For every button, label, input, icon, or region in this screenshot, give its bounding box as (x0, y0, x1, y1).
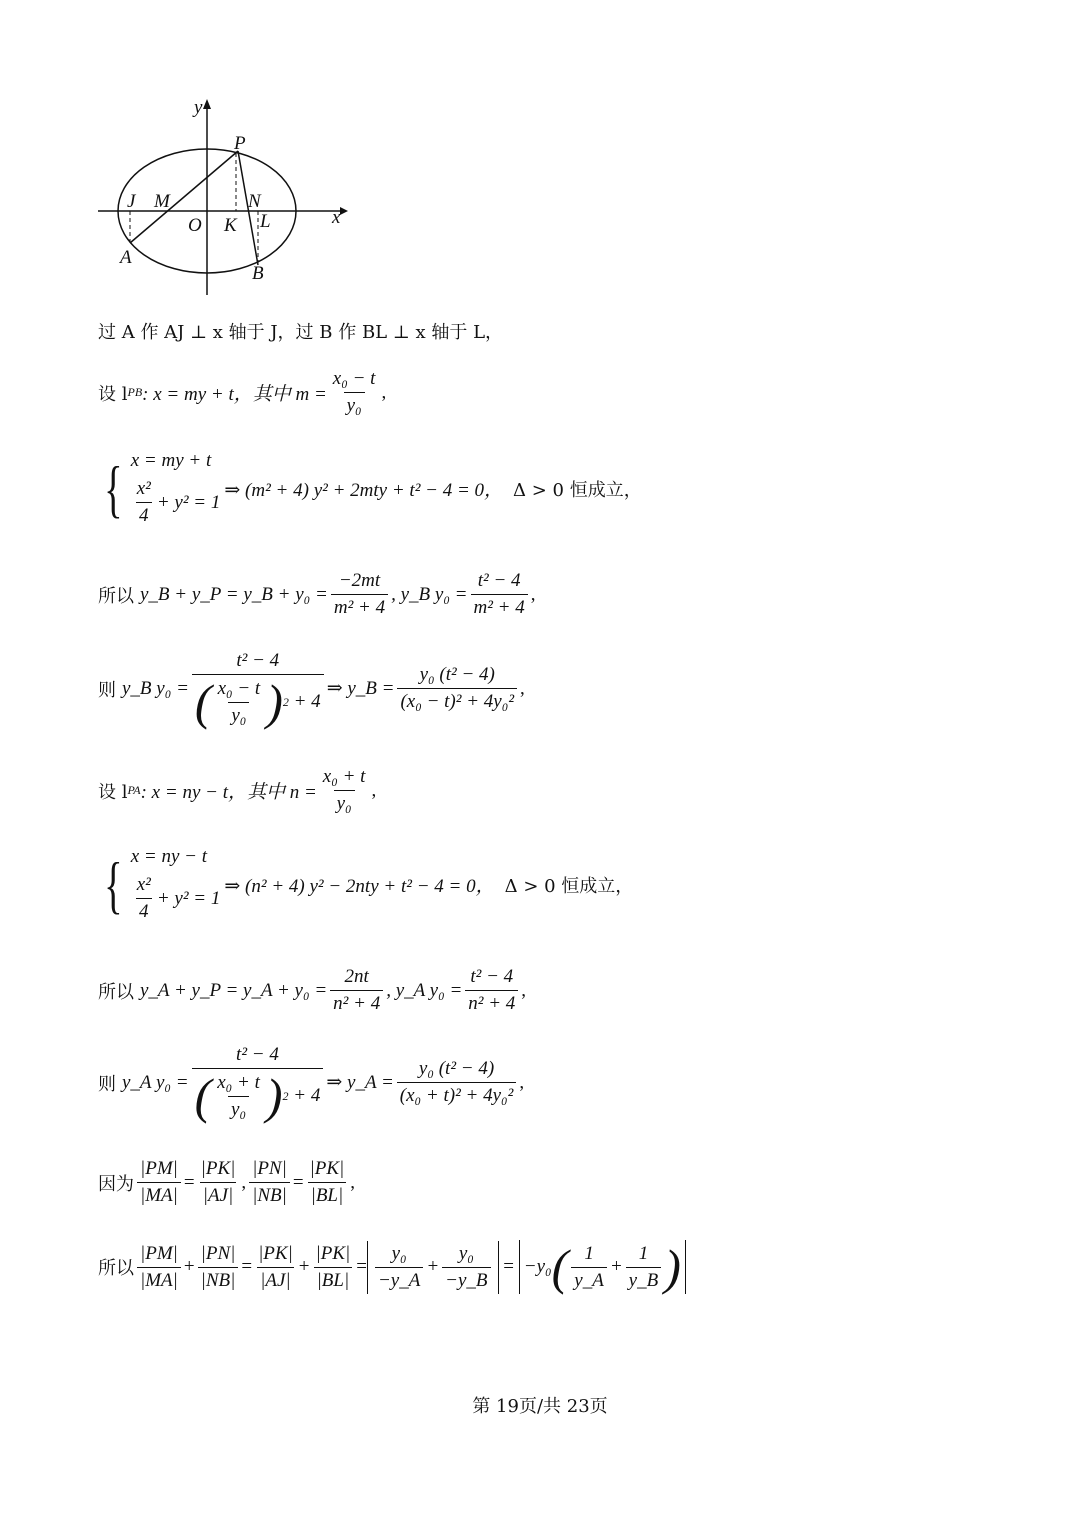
text-line-1: 过 A 作 AJ ⊥ x 轴于 J，过 B 作 BL ⊥ x 轴于 L， (98, 322, 504, 343)
label-O: O (188, 215, 202, 236)
equation-system-2: { x = ny − t $\frac{\text{x²}}{4}$ + y² = 1 ⇒ (n² + 4) y² − 2nty + t² − 4 = 0， Δ > 0 恒成立， (104, 846, 634, 922)
segment-AP (130, 151, 238, 243)
label-L: L (260, 211, 271, 232)
label-N: N (248, 191, 261, 212)
text-line-9: 则 y_A y₀ = t² − 4 ( $\frac{\text{x₀ + t}}{\text{y₀}}$ ) 2 + 4 ⇒ y_A = $\frac{\text{y₀ (t² − 4)}}{\text{(x₀ + t)² + 4y₀²}}$ , (98, 1044, 525, 1124)
text-line-6: 设 l PA : x = ny − t，其中 n = $\frac{\text{x₀ + t}}{\text{y₀}}$ , (98, 766, 377, 814)
text-line-8: 所以 y_A + y_P = y_A + y₀ = $\frac{2nt}{\text{n² + 4}}$ , y_A y₀ = $\frac{\text{t² − 4}}{\text{n² + 4}}$ , (98, 966, 527, 1014)
label-A: A (120, 247, 132, 268)
text-line-11: 所以 $\frac{|PM|}{|MA|}$ + $\frac{|PN|}{|NB|}$ = $\frac{|PK|}{|AJ|}$ + $\frac{|PK|}{|BL|}$ = $\frac{\text{y₀}}{-y\_A}$ + $\frac{\text{y₀}}{-y\_B}$ = −y₀ ( $\frac{1}{y\_A}$ + $\frac{1}{y\_B}$ ) (98, 1240, 686, 1294)
text-line-2: 设 l PB : x = my + t，其中 m = $\frac{\text{x₀ − t}}{\text{y₀}}$ , (98, 368, 387, 416)
fraction-m: $\frac{\text{x₀ − t}}{\text{y₀}}$ (332, 368, 376, 416)
ellipse-diagram (90, 95, 360, 295)
label-B: B (252, 263, 264, 284)
label-P: P (234, 133, 246, 154)
text-line-5: 则 y_B y₀ = t² − 4 ( $\frac{\text{x₀ − t}}{\text{y₀}}$ ) 2 + 4 ⇒ y_B = $\frac{\text{y₀ (t² − 4)}}{\text{(x₀ − t)² + 4y₀²}}$ , (98, 650, 525, 730)
label-J: J (127, 191, 136, 212)
page-footer: 第 19页/共 23页 (472, 1396, 608, 1417)
label-x: x (332, 207, 341, 228)
label-y: y (194, 97, 203, 118)
label-K: K (224, 215, 237, 236)
label-M: M (154, 191, 170, 212)
text-line-4: 所以 y_B + y_P = y_B + y₀ = $\frac{-2mt}{\text{m² + 4}}$ , y_B y₀ = $\frac{\text{t² − 4}}{\text{m² + 4}}$ , (98, 570, 536, 618)
equation-system-1: { x = my + t $\frac{\text{x²}}{4}$ + y² = 1 ⇒ (m² + 4) y² + 2mty + t² − 4 = 0， Δ > 0 恒成立， (104, 450, 642, 526)
text-line-10: 因为 $\frac{|PM|}{|MA|}$ = $\frac{|PK|}{|AJ|}$ , $\frac{|PN|}{|NB|}$ = $\frac{|PK|}{|BL|}$ , (98, 1158, 356, 1206)
